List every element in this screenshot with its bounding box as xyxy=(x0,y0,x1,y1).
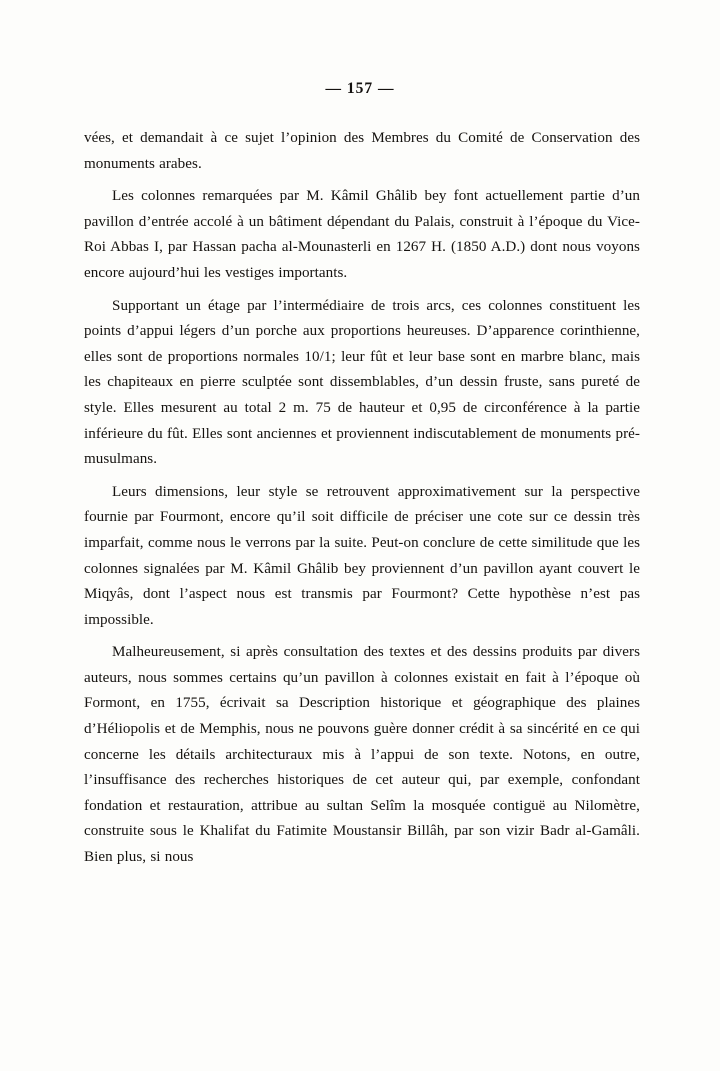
paragraph: Les colonnes remarquées par M. Kâmil Ghâlib bey font actuellement partie d’un pavillon d’entrée accolé à un bâtiment dépendant du Palais, construit à l’époque du Vice-Roi Abbas I, par Hassan pacha al-Mounasterli en 1267 H. (1850 A.D.) dont nous voyons encore aujourd’hui les vestiges importants. xyxy=(84,188,640,281)
page-number: — 157 — xyxy=(325,80,395,97)
paragraph: vées, et demandait à ce sujet l’opinion des Membres du Comité de Conservation des monuments arabes. xyxy=(84,130,640,172)
body-text-column xyxy=(84,126,640,871)
paragraph: Leurs dimensions, leur style se retrouvent approximativement sur la perspective fournie par Fourmont, encore qu’il soit difficile de préciser une cote sur ce dessin très imparfait, comme nous le verrons par la suite. Peut-on conclure de cette similitude que les colonnes signalées par M. Kâmil Ghâlib bey proviennent d’un pavillon ayant couvert le Miqyâs, dont l’aspect nous est transmis par Fourmont? Cette hypothèse n’est pas impossible. xyxy=(84,483,640,628)
paragraph: Supportant un étage par l’intermédiaire de trois arcs, ces colonnes constituent les points d’appui légers d’un porche aux proportions heureuses. D’apparence corinthienne, elles sont de proportions normales 10/1; leur fût et leur base sont en marbre blanc, mais les chapiteaux en pierre sculptée sont dissemblables, d’un dessin fruste, sans pureté de style. Elles mesurent au total 2 m. 75 de hauteur et 0,95 de circonférence à la partie inférieure du fût. Elles sont anciennes et proviennent indiscutablement de monuments pré-musulmans. xyxy=(84,297,640,468)
paragraph: Malheureusement, si après consultation des textes et des dessins produits par divers auteurs, nous sommes certains qu’un pavillon à colonnes existait en fait à l’époque où Formont, en 1755, écrivait sa Description historique et géographique des plaines d’Héliopolis et de Memphis, nous ne pouvons guère donner crédit à sa sincérité en ce qui concerne les détails architecturaux mis à l’appui de son texte. Notons, en outre, l’insuffisance des recherches historiques de cet auteur qui, par exemple, confondant fondation et restauration, attribue au sultan Selîm la mosquée contiguë au Nilomètre, construite sous le Khalifat du Fatimite Moustansir Billâh, par son vizir Badr al-Gamâli. Bien plus, si nous xyxy=(84,644,640,866)
